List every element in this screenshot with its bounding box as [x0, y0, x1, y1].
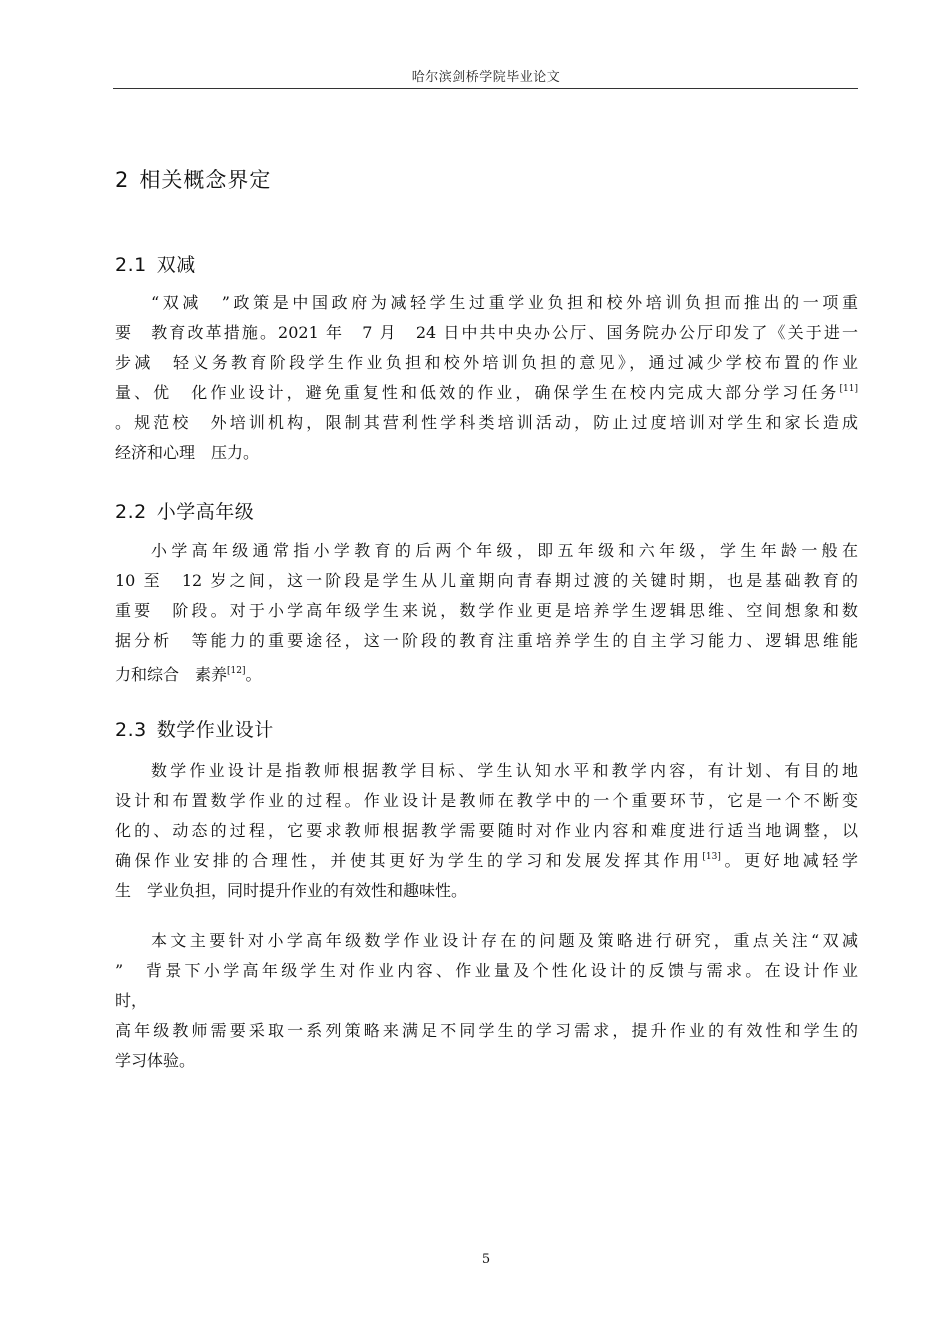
- paragraph-line: [115, 660, 858, 690]
- section-title: 双减: [156, 254, 196, 276]
- paragraph-line: ” 背景下小学高年级学生对作业内容、作业量及个性化设计的反馈与需求。在设计作业: [115, 961, 858, 980]
- paragraph-line-text: 确保作业安排的合理性，并使其更好为学生的学习和发展发挥其作用: [115, 851, 703, 870]
- paragraph-line: 步减 轻义务教育阶段学生作业负担和校外培训负担的意见》，通过减少学校布置的作业: [115, 353, 858, 372]
- paragraph-line-text: 力和综合 素养: [115, 665, 228, 684]
- section-title: 数学作业设计: [156, 719, 274, 741]
- section-heading-2-1: [115, 250, 196, 277]
- chapter-number: 2: [115, 168, 130, 192]
- chapter-title: 相关概念界定: [139, 168, 272, 192]
- section-number: 2.1: [115, 254, 147, 276]
- paragraph-line: [115, 846, 858, 876]
- section-heading-2-2: [115, 497, 254, 524]
- closing-paragraph: [115, 926, 858, 1076]
- section-paragraph-2-3: [115, 756, 858, 906]
- paragraph-line: 时，: [115, 991, 148, 1010]
- paragraph-line: 。规范校 外培训机构，限制其营利性学科类培训活动，防止过度培训对学生和家长造成: [115, 413, 858, 432]
- paragraph-line-text: 量、优 化作业设计，避免重复性和低效的作业，确保学生在校内完成大部分学习任务: [115, 383, 840, 402]
- section-paragraph-2-2: [115, 536, 858, 690]
- header-title: 哈尔滨剑桥学院毕业论文: [411, 70, 561, 85]
- section-number: 2.3: [115, 719, 147, 741]
- header-divider: [113, 88, 858, 89]
- paragraph-line: 生 学业负担，同时提升作业的有效性和趣味性。: [115, 881, 468, 900]
- paragraph-line-text: 。更好地减轻学: [720, 851, 858, 870]
- citation-ref: [12]: [227, 666, 246, 676]
- paragraph-line: 经济和心理 压力。: [115, 443, 260, 462]
- citation-ref: [13]: [702, 852, 721, 862]
- paragraph-line: 高年级教师需要采取一系列策略来满足不同学生的学习需求，提升作业的有效性和学生的: [115, 1021, 858, 1040]
- paragraph-line: “双减 ”政策是中国政府为减轻学生过重学业负担和校外培训负担而推出的一项重: [151, 293, 858, 312]
- paragraph-line: 要 教育改革措施。2021 年 7 月 24 日中共中央办公厅、国务院办公厅印发了《关于进一: [115, 323, 858, 342]
- paragraph-line: 设计和布置数学作业的过程。作业设计是教师在教学中的一个重要环节，它是一个不断变: [115, 791, 858, 810]
- paragraph-line: 数学作业设计是指教师根据教学目标、学生认知水平和教学内容，有计划、有目的地: [151, 761, 858, 780]
- page-number: 5: [481, 1252, 491, 1267]
- paragraph-line: [115, 378, 858, 408]
- chapter-heading: [115, 164, 271, 194]
- paragraph-line: 化的、动态的过程，它要求教师根据教学需要随时对作业内容和难度进行适当地调整，以: [115, 821, 858, 840]
- citation-ref: [11]: [839, 384, 858, 394]
- paragraph-line-text: 。: [245, 665, 262, 684]
- paragraph-line: 据分析 等能力的重要途径，这一阶段的教育注重培养学生的自主学习能力、逻辑思维能: [115, 631, 858, 650]
- section-paragraph-2-1: [115, 288, 858, 468]
- section-title: 小学高年级: [156, 501, 255, 523]
- section-heading-2-3: [115, 715, 274, 742]
- section-number: 2.2: [115, 501, 147, 523]
- paragraph-line: 小学高年级通常指小学教育的后两个年级，即五年级和六年级，学生年龄一般在: [151, 541, 858, 560]
- paragraph-line: 10 至 12 岁之间，这一阶段是学生从儿童期向青春期过渡的关键时期，也是基础教育的: [115, 571, 858, 590]
- paragraph-line: 重要 阶段。对于小学高年级学生来说，数学作业更是培养学生逻辑思维、空间想象和数: [115, 601, 858, 620]
- paragraph-line: 本文主要针对小学高年级数学作业设计存在的问题及策略进行研究，重点关注“双减: [151, 931, 858, 950]
- paragraph-line: 学习体验。: [115, 1051, 196, 1070]
